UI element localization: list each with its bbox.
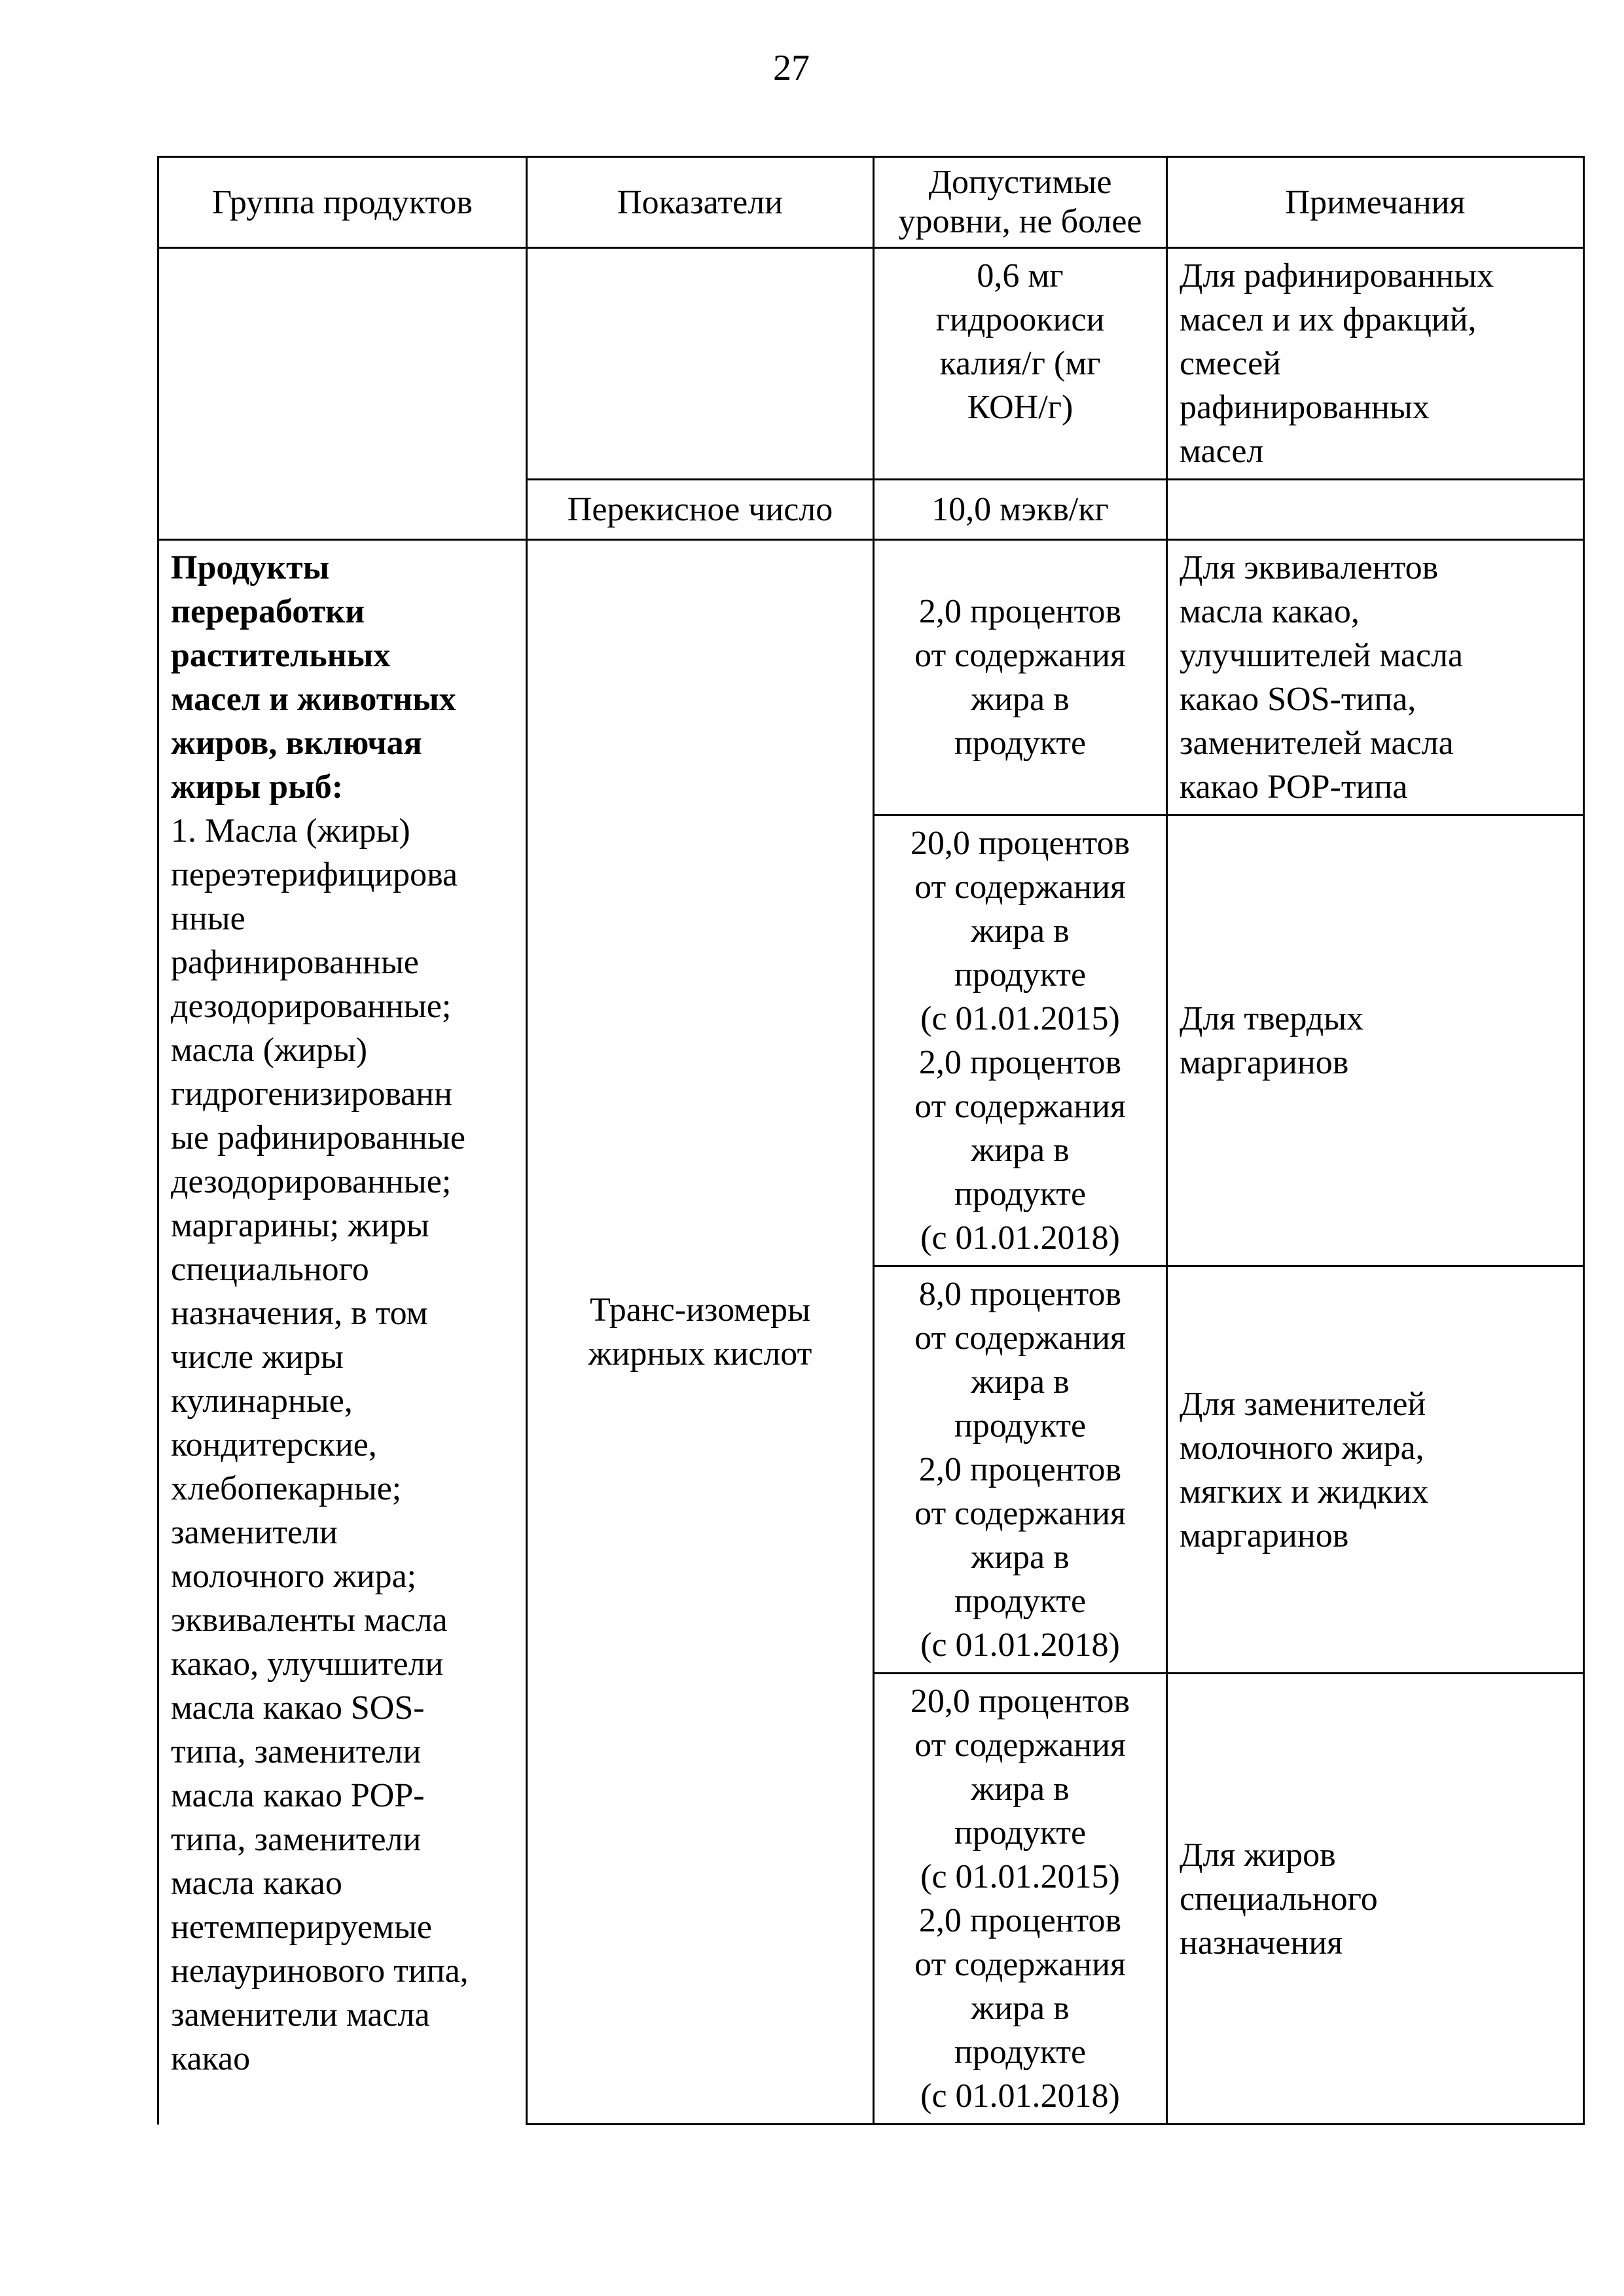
level-line: жира в xyxy=(971,1990,1070,2027)
level-line: жира в xyxy=(971,1539,1070,1576)
note-line: рафинированных xyxy=(1180,389,1430,426)
note-line: масел xyxy=(1180,433,1264,470)
desc-line: кулинарные, xyxy=(171,1382,353,1420)
level-line: (с 01.01.2018) xyxy=(920,2077,1120,2115)
note-line: масла какао, xyxy=(1180,593,1360,630)
level-line: (с 01.01.2015) xyxy=(920,1858,1120,1895)
note-cell xyxy=(1167,540,1584,816)
note-cell xyxy=(1167,248,1584,480)
desc-line: масла какао xyxy=(171,1865,342,1902)
desc-line: заменители xyxy=(171,1514,338,1551)
product-group-title xyxy=(171,546,514,809)
table-row xyxy=(158,248,1584,480)
level-line: продукте xyxy=(954,1583,1087,1620)
indicator-line: Транс-изомеры xyxy=(589,1291,811,1329)
level-line: жира в xyxy=(971,681,1070,718)
title-line: Продукты xyxy=(171,549,330,586)
desc-line: гидрогенизированн xyxy=(171,1075,452,1113)
note-line: молочного жира, xyxy=(1180,1429,1424,1467)
level-line: жира в xyxy=(971,1770,1070,1808)
title-line: жиров, включая xyxy=(171,725,422,762)
desc-line: ые рафинированные xyxy=(171,1119,465,1157)
level-cell xyxy=(874,248,1167,480)
desc-line: нетемперируемые xyxy=(171,1909,432,1946)
desc-line: нелауринового типа, xyxy=(171,1952,469,1990)
note-line: масел и их фракций, xyxy=(1180,301,1477,338)
level-line: от содержания xyxy=(914,1319,1126,1357)
header-permissible-levels: Допустимые уровни, не более xyxy=(874,157,1167,248)
note-line: маргаринов xyxy=(1180,1044,1349,1081)
level-line: продукте xyxy=(954,1814,1087,1852)
desc-line: молочного жира; xyxy=(171,1558,417,1595)
note-line: заменителей масла xyxy=(1180,725,1454,762)
indicator-cell: Перекисное число xyxy=(527,480,874,540)
desc-line: 1. Масла (жиры) xyxy=(171,812,410,850)
note-line: Для рафинированных xyxy=(1180,257,1494,295)
note-line: Для эквивалентов xyxy=(1180,549,1439,586)
level-line: продукте xyxy=(954,725,1087,762)
level-line: 8,0 процентов xyxy=(918,1276,1122,1313)
level-line: 20,0 процентов xyxy=(910,825,1130,862)
desc-line: масла (жиры) xyxy=(171,1031,368,1069)
title-line: переработки xyxy=(171,593,365,630)
note-cell xyxy=(1167,1266,1584,1674)
level-cell xyxy=(874,1674,1167,2125)
title-line: жиры рыб: xyxy=(171,768,344,806)
level-line: от содержания xyxy=(914,1727,1126,1764)
level-line: 20,0 процентов xyxy=(910,1683,1130,1720)
desc-line: хлебопекарные; xyxy=(171,1470,402,1507)
desc-line: масла какао SOS- xyxy=(171,1689,425,1727)
note-line: Для заменителей xyxy=(1180,1385,1426,1423)
note-line: мягких и жидких xyxy=(1180,1473,1429,1511)
desc-line: переэтерифицирова xyxy=(171,856,458,893)
level-line: продукте xyxy=(954,2034,1087,2071)
level-line: (с 01.01.2018) xyxy=(920,1626,1120,1664)
level-line: 2,0 процентов xyxy=(918,1044,1122,1081)
level-line: от содержания xyxy=(914,869,1126,906)
page-number: 27 xyxy=(773,48,810,88)
level-line: (с 01.01.2018) xyxy=(920,1219,1120,1257)
title-line: масел и животных xyxy=(171,681,456,718)
desc-line: маргарины; жиры xyxy=(171,1207,429,1244)
header-product-group: Группа продуктов xyxy=(158,157,527,248)
level-line: КОН/г) xyxy=(967,389,1074,426)
product-group-cell-empty xyxy=(158,248,527,540)
note-line: назначения xyxy=(1180,1924,1343,1962)
indicator-cell-empty xyxy=(527,248,874,480)
desc-line: нные xyxy=(171,900,245,937)
level-line: калия/г (мг xyxy=(939,345,1101,382)
desc-line: типа, заменители xyxy=(171,1821,422,1858)
level-line: 2,0 процентов xyxy=(918,593,1122,630)
table-header-row xyxy=(158,157,1584,248)
desc-line: рафинированные xyxy=(171,944,419,981)
level-line: от содержания xyxy=(914,1946,1126,1983)
level-line: (с 01.01.2015) xyxy=(920,1000,1120,1037)
level-line: продукте xyxy=(954,1175,1087,1213)
desc-line: заменители масла xyxy=(171,1996,430,2034)
level-line: от содержания xyxy=(914,1495,1126,1532)
note-cell xyxy=(1167,1674,1584,2125)
level-line: 2,0 процентов xyxy=(918,1902,1122,1939)
title-line: растительных xyxy=(171,637,391,674)
level-line: 0,6 мг xyxy=(977,257,1064,295)
desc-line: масла какао POP- xyxy=(171,1777,425,1814)
regulation-table xyxy=(157,156,1585,2125)
level-cell xyxy=(874,540,1167,816)
note-line: смесей xyxy=(1180,345,1281,382)
note-line: маргаринов xyxy=(1180,1516,1349,1554)
level-line: жира в xyxy=(971,1132,1070,1169)
indicator-line: жирных кислот xyxy=(588,1335,812,1372)
header-notes: Примечания xyxy=(1167,157,1584,248)
note-line: улучшителей масла xyxy=(1180,637,1464,674)
level-cell xyxy=(874,816,1167,1266)
table-row xyxy=(158,540,1584,816)
level-line: 2,0 процентов xyxy=(918,1451,1122,1488)
desc-line: типа, заменители xyxy=(171,1733,422,1770)
desc-line: числе жиры xyxy=(171,1338,344,1376)
desc-line: эквиваленты масла xyxy=(171,1602,448,1639)
note-line: специального xyxy=(1180,1880,1378,1918)
level-line: гидроокиси xyxy=(935,301,1105,338)
desc-line: назначения, в том xyxy=(171,1295,428,1332)
level-line: жира в xyxy=(971,1363,1070,1401)
note-line: какао POP-типа xyxy=(1180,768,1408,806)
desc-line: кондитерские, xyxy=(171,1426,377,1463)
level-line: продукте xyxy=(954,956,1087,994)
level-cell: 10,0 мэкв/кг xyxy=(874,480,1167,540)
note-cell xyxy=(1167,816,1584,1266)
note-line: Для жиров xyxy=(1180,1836,1336,1874)
indicator-cell-trans-isomers xyxy=(527,540,874,2125)
product-group-cell xyxy=(158,540,527,2125)
desc-line: дезодорированные; xyxy=(171,988,452,1025)
desc-line: специального xyxy=(171,1251,369,1288)
level-line: от содержания xyxy=(914,637,1126,674)
note-line: какао SOS-типа, xyxy=(1180,681,1416,718)
level-cell xyxy=(874,1266,1167,1674)
desc-line: дезодорированные; xyxy=(171,1163,452,1200)
desc-line: какао, улучшители xyxy=(171,1645,444,1683)
level-line: продукте xyxy=(954,1407,1087,1444)
level-line: жира в xyxy=(971,912,1070,950)
header-indicators: Показатели xyxy=(527,157,874,248)
note-line: Для твердых xyxy=(1180,1000,1364,1037)
level-line: от содержания xyxy=(914,1088,1126,1125)
note-cell xyxy=(1167,480,1584,540)
desc-line: какао xyxy=(171,2040,251,2077)
product-group-description xyxy=(171,809,514,2081)
